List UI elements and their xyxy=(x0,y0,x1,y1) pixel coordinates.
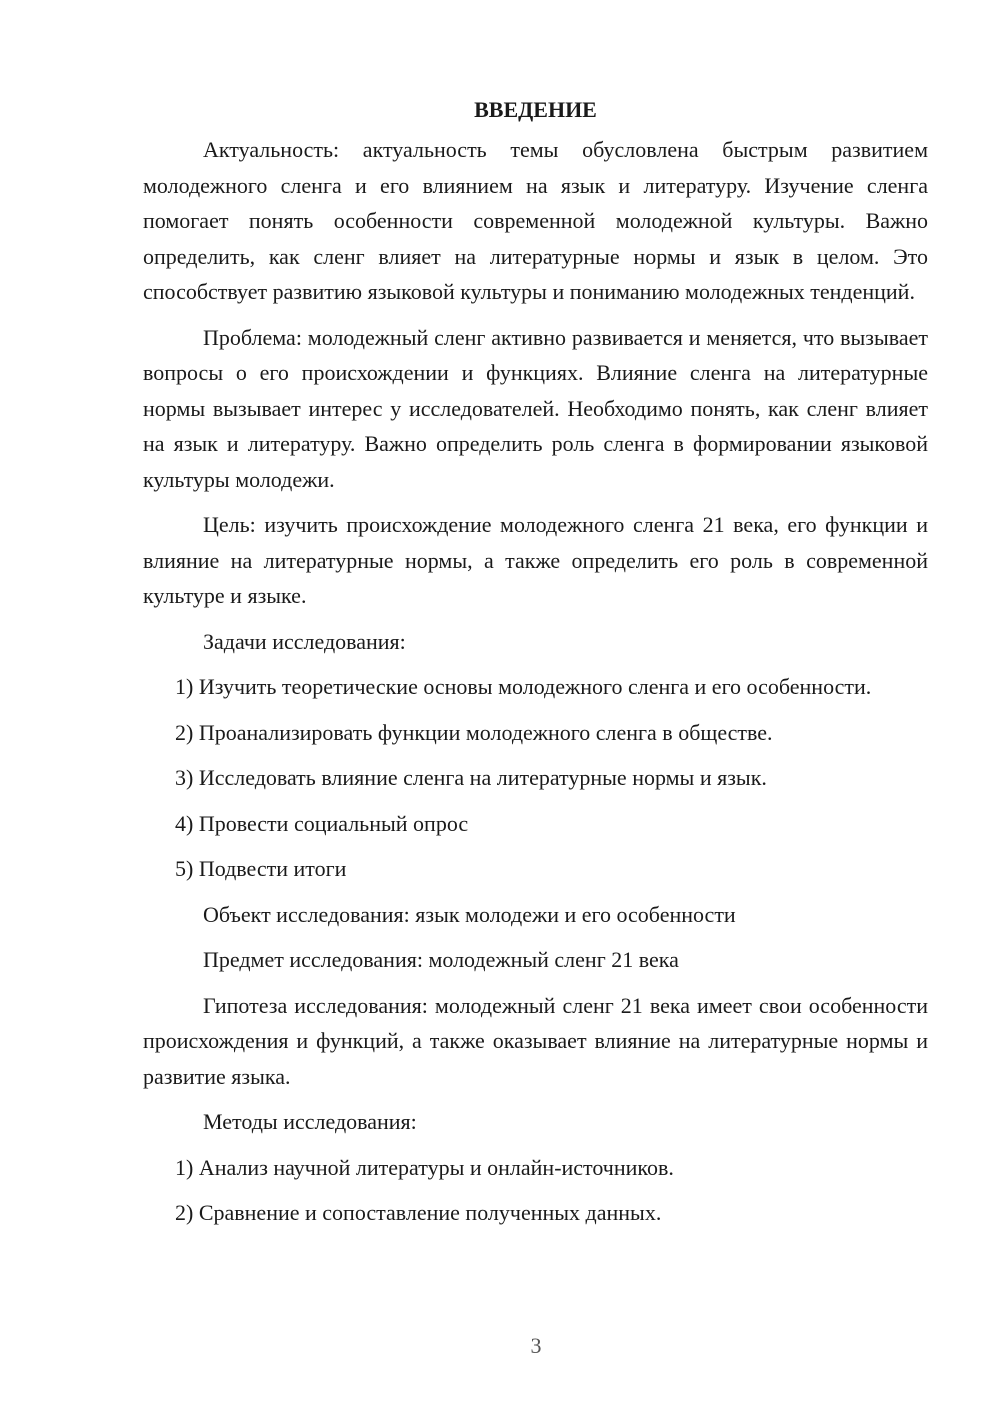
task-item-4: 4) Провести социальный опрос xyxy=(175,810,469,836)
section-title: ВВЕДЕНИЕ xyxy=(474,97,597,122)
hypothesis-paragraph: Гипотеза исследования: молодежный сленг 21 века имеет свои особенности происхождения и функций, а также оказывает влияние на литературные нормы и развитие языка. xyxy=(143,992,928,1089)
methods-heading: Методы исследования: xyxy=(203,1109,417,1134)
task-item-5: 5) Подвести итоги xyxy=(175,856,347,881)
task-item-1: 1) Изучить теоретические основы молодежного сленга и его особенности. xyxy=(175,674,872,699)
tasks-heading: Задачи исследования: xyxy=(203,628,406,654)
research-subject: Предмет исследования: молодежный сленг 21 века xyxy=(203,947,679,972)
method-item-1: 1) Анализ научной литературы и онлайн-источников. xyxy=(175,1154,674,1180)
research-object: Объект исследования: язык молодежи и его особенности xyxy=(203,901,736,927)
goal-paragraph: Цель: изучить происхождение молодежного сленга 21 века, его функции и влияние на литературные нормы, а также определить его роль в современной культуре и языке. xyxy=(143,512,928,608)
task-item-2: 2) Проанализировать функции молодежного сленга в обществе. xyxy=(175,719,773,745)
problem-paragraph: Проблема: молодежный сленг активно развивается и меняется, что вызывает вопросы о его происхождении и функциях. Влияние сленга на литературные нормы вызывает интерес у исследователей. Необходимо понять, как сленг влияет на язык и литературу. Важно определить роль сленга в формировании языковой культуры молодежи. xyxy=(143,324,928,492)
relevance-paragraph: Актуальность: актуальность темы обусловлена быстрым развитием молодежного сленга и его влиянием на язык и литературу. Изучение сленга помогает понять особенности современной молодежной культуры. Важно определить, как сленг влияет на литературные нормы и язык в целом. Это способствует развитию языковой культуры и пониманию молодежных тенденций. xyxy=(143,137,928,304)
page-number: 3 xyxy=(530,1333,542,1358)
method-item-2: 2) Сравнение и сопоставление полученных данных. xyxy=(175,1200,662,1225)
document-page xyxy=(143,92,928,1241)
task-item-3: 3) Исследовать влияние сленга на литературные нормы и язык. xyxy=(175,765,767,790)
